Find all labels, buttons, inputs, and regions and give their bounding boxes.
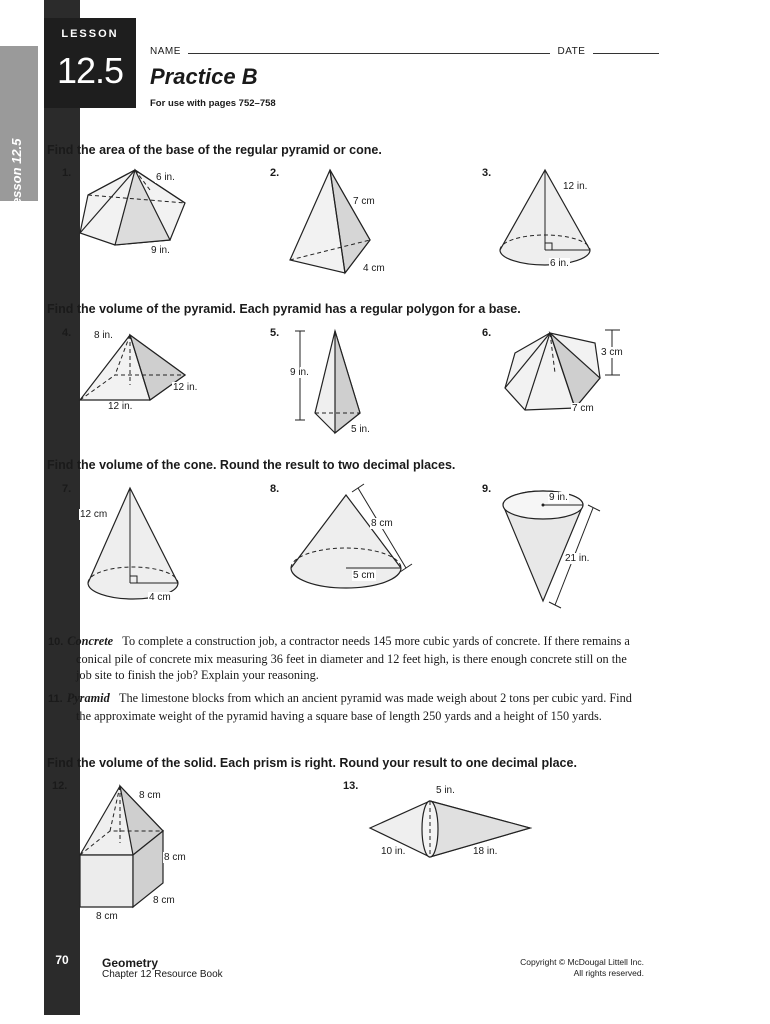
problem-2-label-1: 7 cm xyxy=(353,196,375,207)
problem-4-number: 4. xyxy=(62,327,72,339)
problem-3-label-1: 12 in. xyxy=(563,181,588,192)
problem-8-number: 8. xyxy=(270,483,280,495)
problem-4-label-2: 12 in. xyxy=(173,382,198,393)
footer-book-title: Geometry xyxy=(102,956,159,970)
figure-cone-7 xyxy=(85,483,195,608)
problem-10-number: 10. xyxy=(48,636,64,648)
problem-3-label-2: 6 in. xyxy=(550,258,569,269)
problem-11-topic: Pyramid xyxy=(66,691,110,705)
problem-11 xyxy=(48,690,632,724)
problem-5-number: 5. xyxy=(270,327,280,339)
problem-7-label-1: 12 cm xyxy=(80,509,108,520)
page-title: Practice B xyxy=(150,64,258,89)
problem-12-label-1: 8 cm xyxy=(139,790,161,801)
problem-13-label-1: 5 in. xyxy=(436,785,455,796)
figure-tall-pyramid xyxy=(290,328,370,438)
figure-hexagonal-pyramid-2 xyxy=(500,328,630,418)
problem-9-label-2: 21 in. xyxy=(565,553,590,564)
page-subtitle: For use with pages 752–758 xyxy=(150,98,276,109)
problem-1-number: 1. xyxy=(62,167,72,179)
footer-book-subtitle: Chapter 12 Resource Book xyxy=(102,969,223,980)
problem-10-text: To complete a construction job, a contractor needs 145 more cubic yards of concrete. If there remains a conical pile of concrete mix measuring 36 feet in diameter and 12 feet high, is there enough concrete still on the job site to finish the job? Explain your reasoning. xyxy=(76,634,630,682)
problem-12-label-3: 8 cm xyxy=(153,895,175,906)
copyright-line-2: All rights reserved. xyxy=(573,968,644,978)
problem-1-label-2: 9 in. xyxy=(151,245,170,256)
problem-9-number: 9. xyxy=(482,483,492,495)
problem-10 xyxy=(48,633,632,684)
section-heading-4: Find the volume of the solid. Each prism is right. Round your result to one decimal place. xyxy=(47,756,577,770)
lesson-word: LESSON xyxy=(61,28,119,40)
problem-8-label-2: 5 cm xyxy=(353,570,375,581)
problem-5-label-1: 9 in. xyxy=(290,367,309,378)
problem-13-label-3: 18 in. xyxy=(473,846,498,857)
problem-2-number: 2. xyxy=(270,167,280,179)
figure-prism-with-pyramid xyxy=(78,783,178,913)
problem-6-number: 6. xyxy=(482,327,492,339)
figure-square-pyramid xyxy=(75,330,205,410)
problem-7-label-2: 4 cm xyxy=(149,592,171,603)
problem-12-label-2: 8 cm xyxy=(164,852,186,863)
name-label: NAME xyxy=(150,46,181,57)
problem-13-number: 13. xyxy=(343,780,359,792)
problem-1-label-1: 6 in. xyxy=(156,172,175,183)
problem-12-label-4: 8 cm xyxy=(96,911,118,922)
problem-11-text: The limestone blocks from which an ancient pyramid was made weigh about 2 tons per cubic yard. Find the approximate weight of the pyramid having a square base of length 250 yards and a height of 150 yards. xyxy=(76,691,632,723)
section-heading-3: Find the volume of the cone. Round the result to two decimal places. xyxy=(47,458,456,472)
problem-11-number: 11. xyxy=(48,693,63,705)
problem-5-label-2: 5 in. xyxy=(351,424,370,435)
lesson-badge xyxy=(44,18,136,108)
copyright xyxy=(520,957,644,979)
lesson-number: 12.5 xyxy=(56,50,124,91)
figure-cone-8 xyxy=(288,483,418,608)
problem-9-label-1: 9 in. xyxy=(549,492,568,503)
side-tab-text: Lesson 12.5 xyxy=(9,138,24,213)
problem-8-label-1: 8 cm xyxy=(371,518,393,529)
date-label: DATE xyxy=(557,46,586,57)
problem-12-number: 12. xyxy=(52,780,68,792)
section-heading-1: Find the area of the base of the regular pyramid or cone. xyxy=(47,143,382,157)
problem-3-number: 3. xyxy=(482,167,492,179)
problem-4-label-3: 12 in. xyxy=(108,401,133,412)
problem-6-label-2: 7 cm xyxy=(572,403,594,414)
page-number: 70 xyxy=(44,948,80,972)
problem-10-topic: Concrete xyxy=(67,634,114,648)
problem-2-label-2: 4 cm xyxy=(363,263,385,274)
section-heading-2: Find the volume of the pyramid. Each pyramid has a regular polygon for a base. xyxy=(47,302,521,316)
problem-6-label-1: 3 cm xyxy=(601,347,623,358)
side-tab xyxy=(0,46,38,213)
problem-7-number: 7. xyxy=(62,483,72,495)
copyright-line-1: Copyright © McDougal Littell Inc. xyxy=(520,957,644,967)
problem-13-label-2: 10 in. xyxy=(381,846,406,857)
figure-hexagonal-pyramid xyxy=(70,165,200,260)
problem-4-label-1: 8 in. xyxy=(94,330,113,341)
name-date-line xyxy=(150,46,659,57)
